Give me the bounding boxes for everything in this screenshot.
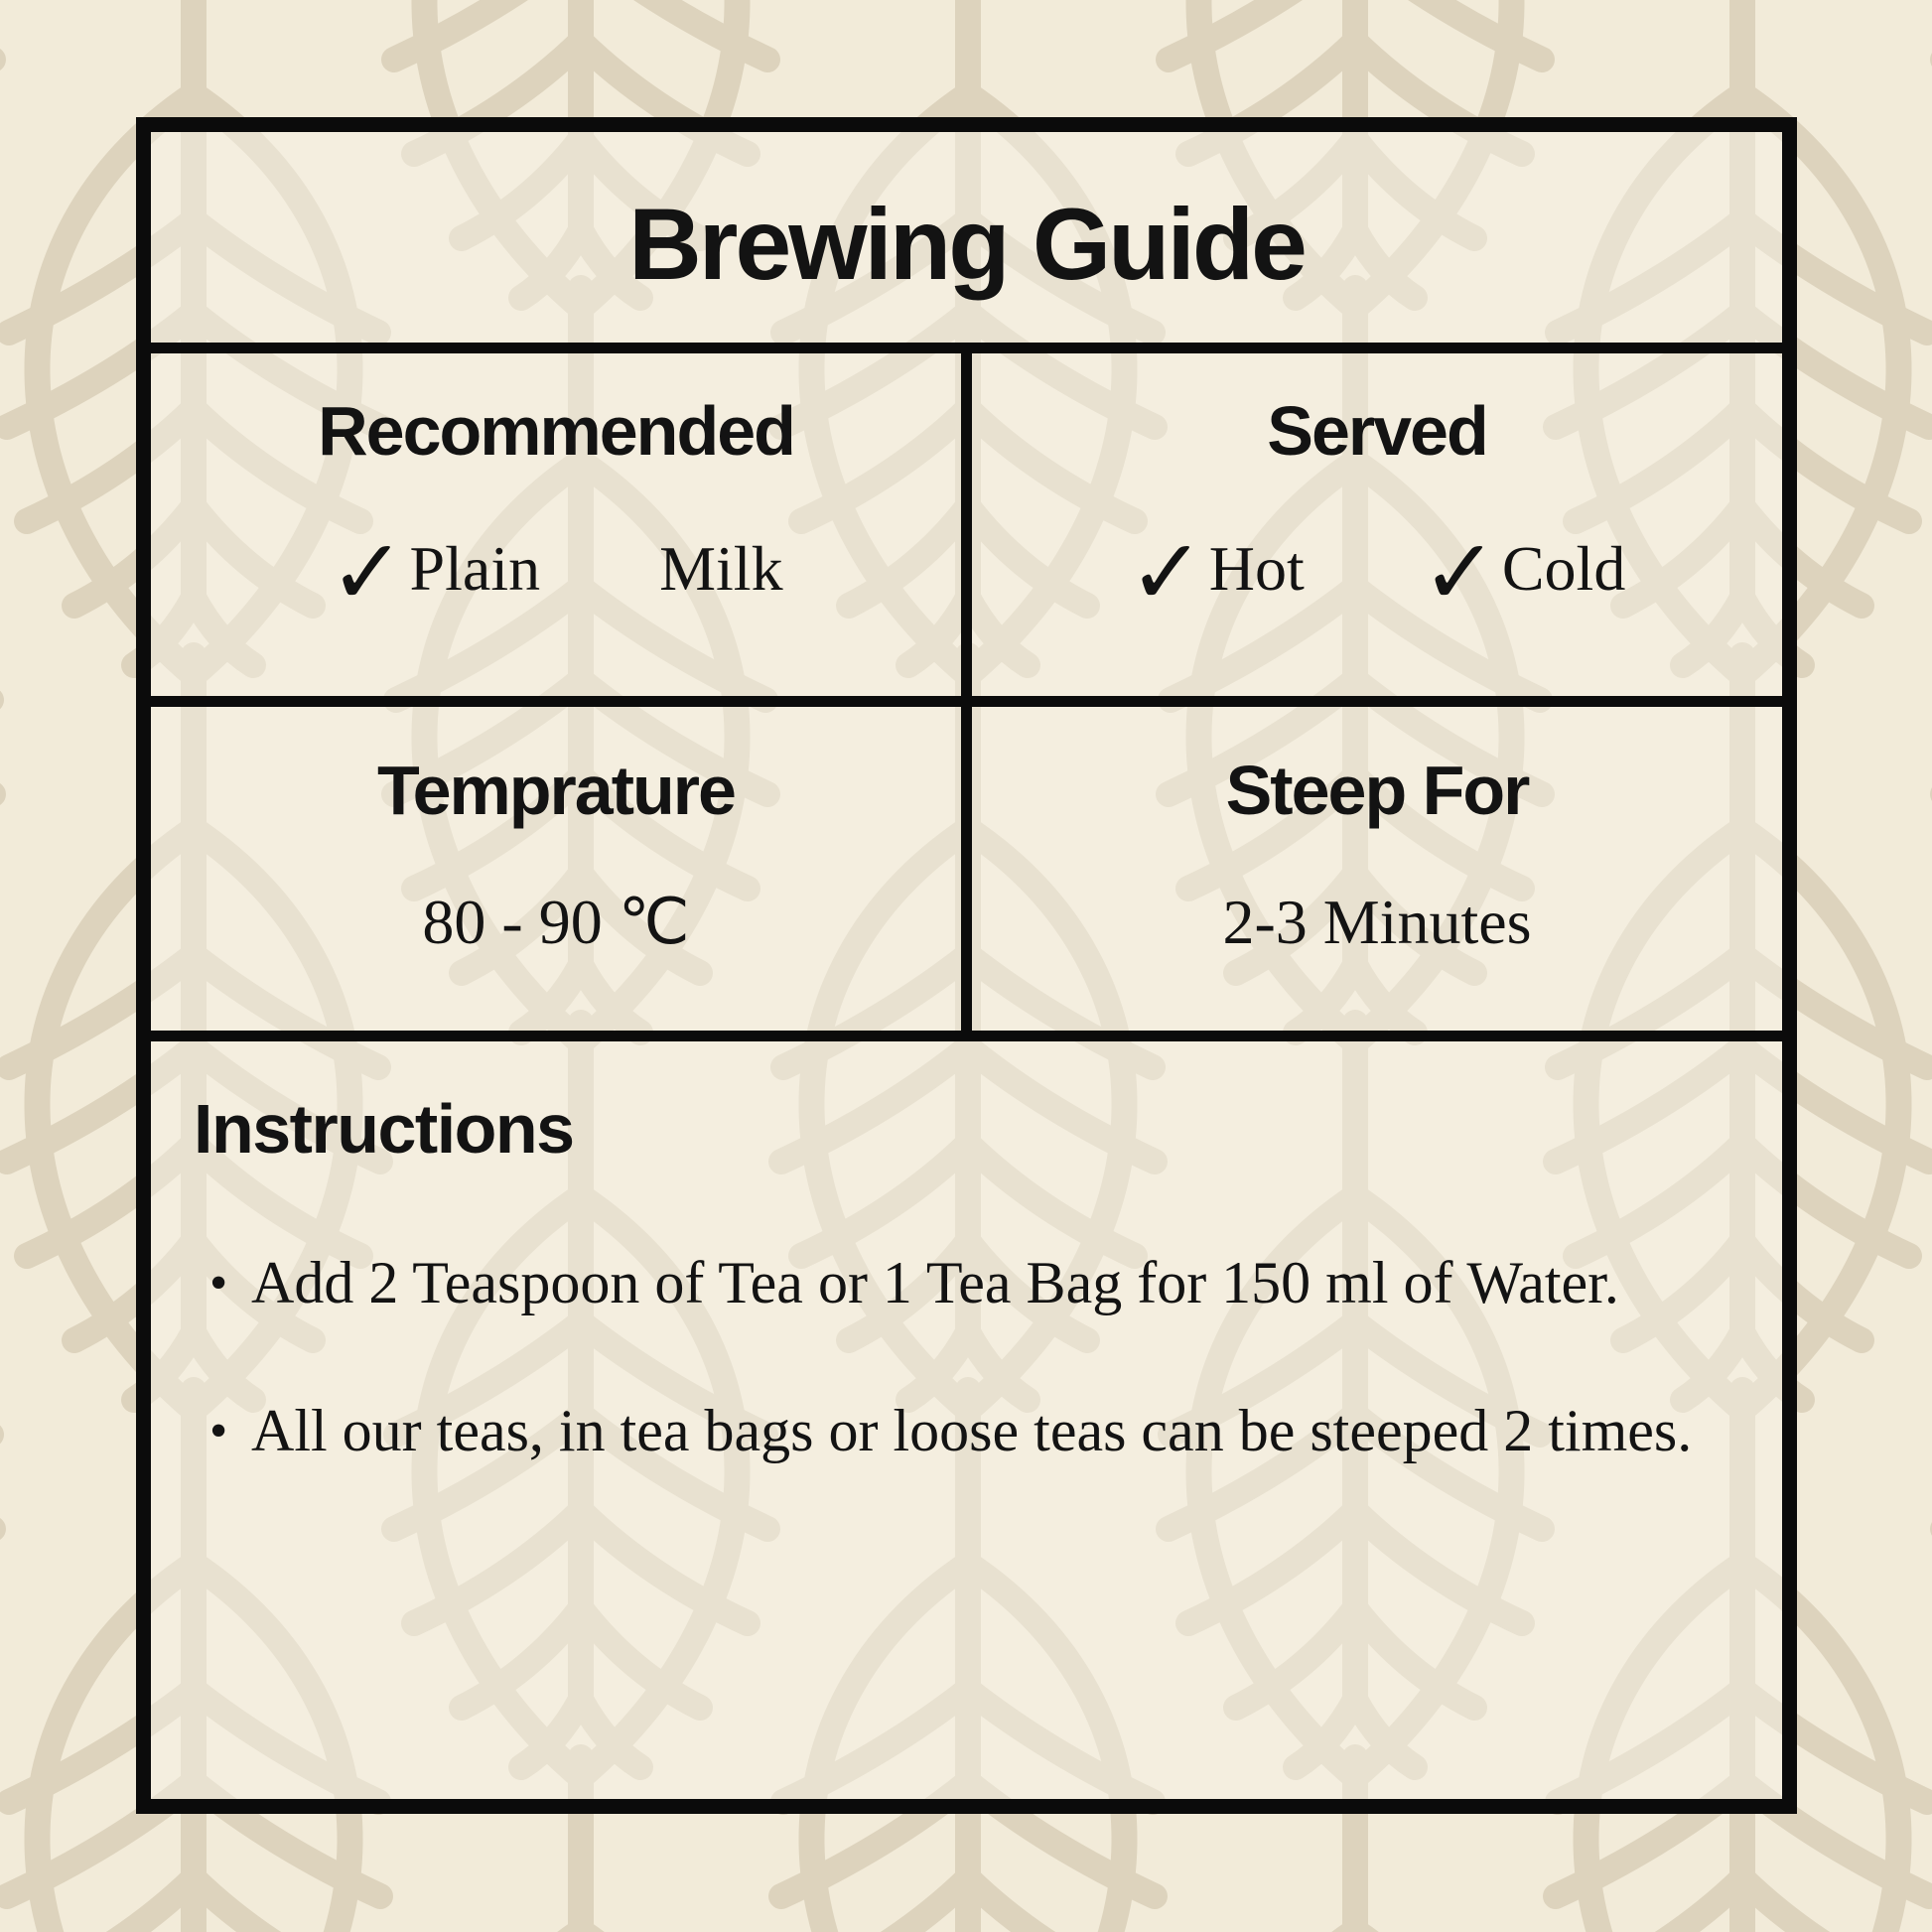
steep-cell — [972, 707, 1782, 1031]
instructions-header: Instructions — [194, 1090, 574, 1168]
instruction-text-1: Add 2 Teaspoon of Tea or 1 Tea Bag for 150 ml of Water. — [251, 1250, 1619, 1315]
option-cold: ✓ Cold — [1421, 519, 1626, 625]
steep-value: 2-3 Minutes — [1222, 887, 1532, 957]
row-temperature-steep — [151, 707, 1782, 1031]
instruction-text-2: All our teas, in tea bags or loose teas can be steeped 2 times. — [251, 1398, 1693, 1463]
recommended-header: Recommended — [318, 392, 794, 470]
temperature-header: Temprature — [377, 752, 735, 829]
option-plain: ✓ Plain — [329, 519, 541, 625]
title-cell — [151, 132, 1782, 343]
list-item — [194, 1389, 1726, 1473]
temperature-value: 80 - 90 ℃ — [422, 887, 690, 957]
recommended-cell — [151, 353, 961, 696]
divider-under-title — [151, 343, 1782, 353]
divider-row1-row2 — [151, 696, 1782, 707]
option-label-cold: Cold — [1501, 533, 1626, 604]
temperature-cell — [151, 707, 961, 1031]
row-recommended-served — [151, 353, 1782, 696]
bullet-icon: • — [209, 1255, 228, 1311]
bullet-icon: • — [209, 1403, 228, 1459]
vertical-divider — [961, 353, 972, 696]
page-title: Brewing Guide — [628, 188, 1305, 301]
vertical-divider — [961, 707, 972, 1031]
served-options — [1128, 519, 1626, 625]
option-hot: ✓ Hot — [1128, 519, 1305, 625]
steep-header: Steep For — [1225, 752, 1529, 829]
divider-row2-instructions — [151, 1031, 1782, 1041]
served-header: Served — [1267, 392, 1487, 470]
option-label-plain: Plain — [409, 533, 541, 604]
served-cell — [972, 353, 1782, 696]
instructions-list — [194, 1241, 1726, 1473]
option-milk — [659, 534, 782, 604]
recommended-options — [329, 519, 783, 625]
option-label-hot: Hot — [1208, 533, 1305, 604]
list-item — [194, 1241, 1726, 1325]
option-label-milk: Milk — [659, 533, 783, 604]
instructions-cell — [151, 1041, 1782, 1799]
brewing-guide-table — [136, 117, 1797, 1814]
